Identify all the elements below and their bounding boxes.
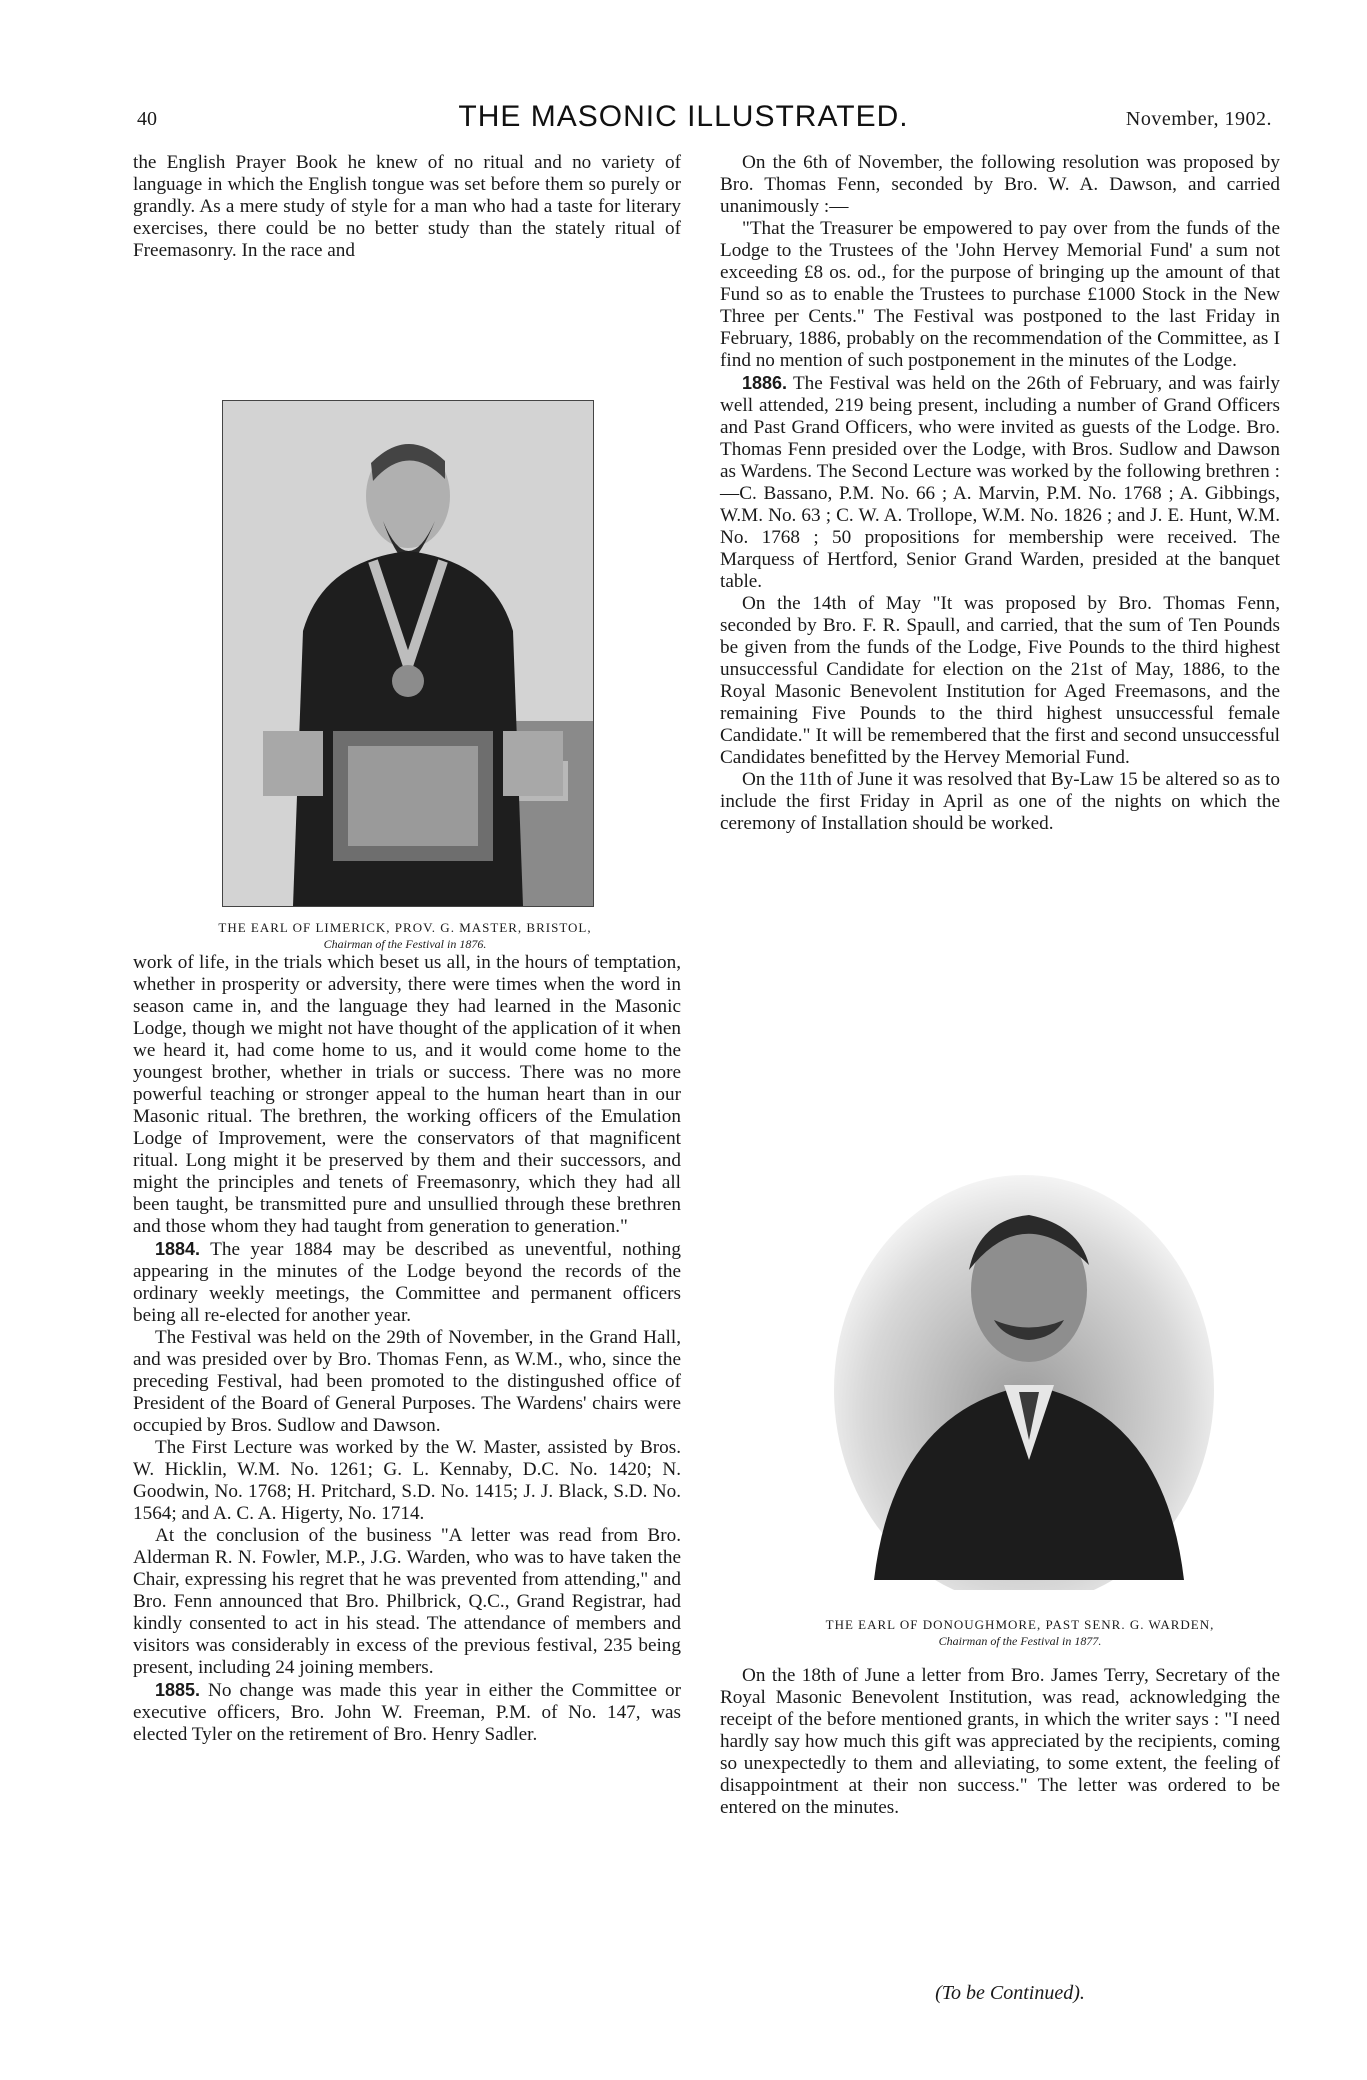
caption-subtitle: Chairman of the Festival in 1877. bbox=[938, 1634, 1102, 1648]
caption-title: THE EARL OF DONOUGHMORE, PAST SENR. G. WARDEN, bbox=[825, 1617, 1215, 1632]
paragraph-1886: 1886. The Festival was held on the 26th of February, and was fairly well attended, 219 being present, including a number of Grand Officers and Past Grand Officers, who were invited as guests of the Lodge. Bro. Thomas Fenn presided over the Lodge, with Bros. Sudlow and Dawson as Wardens. The Second Lecture was worked by the following brethren :—C. Bassano, P.M. No. 66 ; A. Marvin, P.M. No. 1768 ; A. Gibbings, W.M. No. 63 ; C. W. A. Trollope, W.M. No. 1826 ; and J. E. Hunt, W.M. No. 1768 ; 50 propositions for membership were received. The Marquess of Hertford, Senior Grand Warden, presided at the banquet table. bbox=[720, 373, 1280, 592]
caption-subtitle: Chairman of the Festival in 1876. bbox=[323, 937, 487, 951]
paragraph: On the 14th of May "It was proposed by Bro. Thomas Fenn, seconded by Bro. F. R. Spaull, and carried, that the sum of Ten Pounds be given from the funds of the Lodge, Five Pounds to the third highest unsuccessful Candidate for election on the 21st of May, 1886, to the Royal Masonic Benevolent Institution for Aged Freemasons, and the remaining Five Pounds to the third highest unsuccessful female Candidate." It will be remembered that the first and second unsuccessful Candidates benefitted by the Hervey Memorial Fund. bbox=[720, 593, 1280, 768]
page-number: 40 bbox=[137, 108, 157, 130]
paragraph: On the 11th of June it was resolved that By-Law 15 be altered so as to include the first Friday in April as one of the nights on which the ceremony of Installation should be worked. bbox=[720, 769, 1281, 834]
paragraph-1884: 1884. The year 1884 may be described as uneventful, nothing appearing in the minutes of the Lodge beyond the records of the ordinary weekly meetings, the Committee and permanent officers being all re-elected for another year. bbox=[133, 1239, 681, 1326]
portrait-illustration bbox=[223, 401, 593, 906]
paragraph: work of life, in the trials which beset us all, in the hours of temptation, whether in prosperity or adversity, there were times when the word in season came in, and the language they had learned in the Masonic Lodge, though we might not have thought of the application of it when we heard it, had come home to us, and it would come home to the youngest brother, whether in trials or success. There was no more powerful teaching or stronger appeal to the human heart than in our Masonic ritual. The brethren, the working officers of the Emulation Lodge of Improvement, were the conservators of that magnificent ritual. Long might it be preserved by them and their successors, and might the principles and tenets of Freemasonry, which they had all been taught, be transmitted pure and unsullied through these brethren and those whom they had taught from generation to generation." bbox=[133, 952, 681, 1237]
right-column-bottom bbox=[720, 1665, 1280, 1819]
portrait-earl-of-donoughmore bbox=[834, 1160, 1214, 1590]
journal-title: THE MASONIC ILLUSTRATED. bbox=[458, 100, 909, 133]
portrait-illustration bbox=[834, 1160, 1214, 1590]
year-heading: 1885. bbox=[155, 1680, 201, 1700]
page-header bbox=[0, 100, 1367, 140]
paragraph: "That the Treasurer be empowered to pay over from the funds of the Lodge to the Trustees of the 'John Hervey Memorial Fund' a sum not exceeding £8 os. od., for the purpose of bringing up the amount of that Fund so as to enable the Trustees to purchase £1000 Stock in the New Three per Cents." The Festival was postponed to the last Friday in February, 1886, probably on the recommendation of the Committee, as I find no mention of such postponement in the minutes of the Lodge. bbox=[720, 218, 1280, 371]
year-heading: 1886. bbox=[742, 373, 788, 393]
left-column-top bbox=[133, 152, 681, 262]
figure-caption-1 bbox=[160, 920, 650, 952]
paragraph: The First Lecture was worked by the W. Master, assisted by Bros. W. Hicklin, W.M. No. 1261; G. L. Kennaby, D.C. No. 1420; N. Goodwin, No. 1768; H. Pritchard, S.D. No. 1415; J. J. Black, S.D. No. 1564; and A. C. A. Higerty, No. 1714. bbox=[133, 1437, 681, 1524]
year-heading: 1884. bbox=[155, 1239, 201, 1259]
caption-title: THE EARL OF LIMERICK, PROV. G. MASTER, BRISTOL, bbox=[218, 920, 592, 935]
paragraph: The Festival was held on the 29th of November, in the Grand Hall, and was presided over by Bro. Thomas Fenn, as W.M., who, since the preceding Festival, had been promoted to the distingushed office of President of the Board of General Purposes. The Wardens' chairs were occupied by Bros. Sudlow and Dawson. bbox=[133, 1327, 681, 1436]
portrait-earl-of-limerick bbox=[222, 400, 594, 907]
figure-caption-2 bbox=[760, 1617, 1280, 1649]
paragraph: At the conclusion of the business "A letter was read from Bro. Alderman R. N. Fowler, M.P., J.G. Warden, who was to have taken the Chair, expressing his regret that he was prevented from attending," and Bro. Fenn announced that Bro. Philbrick, Q.C., Grand Registrar, had kindly consented to act in his stead. The attendance of members and visitors was considerably in excess of the previous festival, 235 being present, including 24 joining members. bbox=[133, 1525, 681, 1678]
left-column-bottom bbox=[133, 952, 681, 1746]
issue-date: November, 1902. bbox=[1125, 108, 1272, 130]
paragraph: On the 6th of November, the following resolution was proposed by Bro. Thomas Fenn, seconded by Bro. W. A. Dawson, and carried unanimously :— bbox=[720, 152, 1280, 217]
paragraph: the English Prayer Book he knew of no ritual and no variety of language in which the English tongue was set before them so purely or grandly. As a mere study of style for a man who had a taste for literary exercises, there could be no better study than the stately ritual of Freemasonry. In the race and bbox=[133, 152, 681, 261]
paragraph: On the 18th of June a letter from Bro. James Terry, Secretary of the Royal Masonic Benevolent Institution, was read, acknowledging the receipt of the before mentioned grants, in which the writer says : "I need hardly say how much this gift was appreciated by the recipients, coming so unexpectedly to them and alleviating, to some extent, the feeling of disappointment at their non success." The letter was ordered to be entered on the minutes. bbox=[720, 1665, 1280, 1818]
paragraph-1885: 1885. No change was made this year in either the Committee or executive officers, Bro. John W. Freeman, P.M. of No. 147, was elected Tyler on the retirement of Bro. Henry Sadler. bbox=[133, 1680, 681, 1745]
continued-note: (To be Continued). bbox=[935, 1982, 1085, 2004]
right-column-top bbox=[720, 152, 1280, 835]
